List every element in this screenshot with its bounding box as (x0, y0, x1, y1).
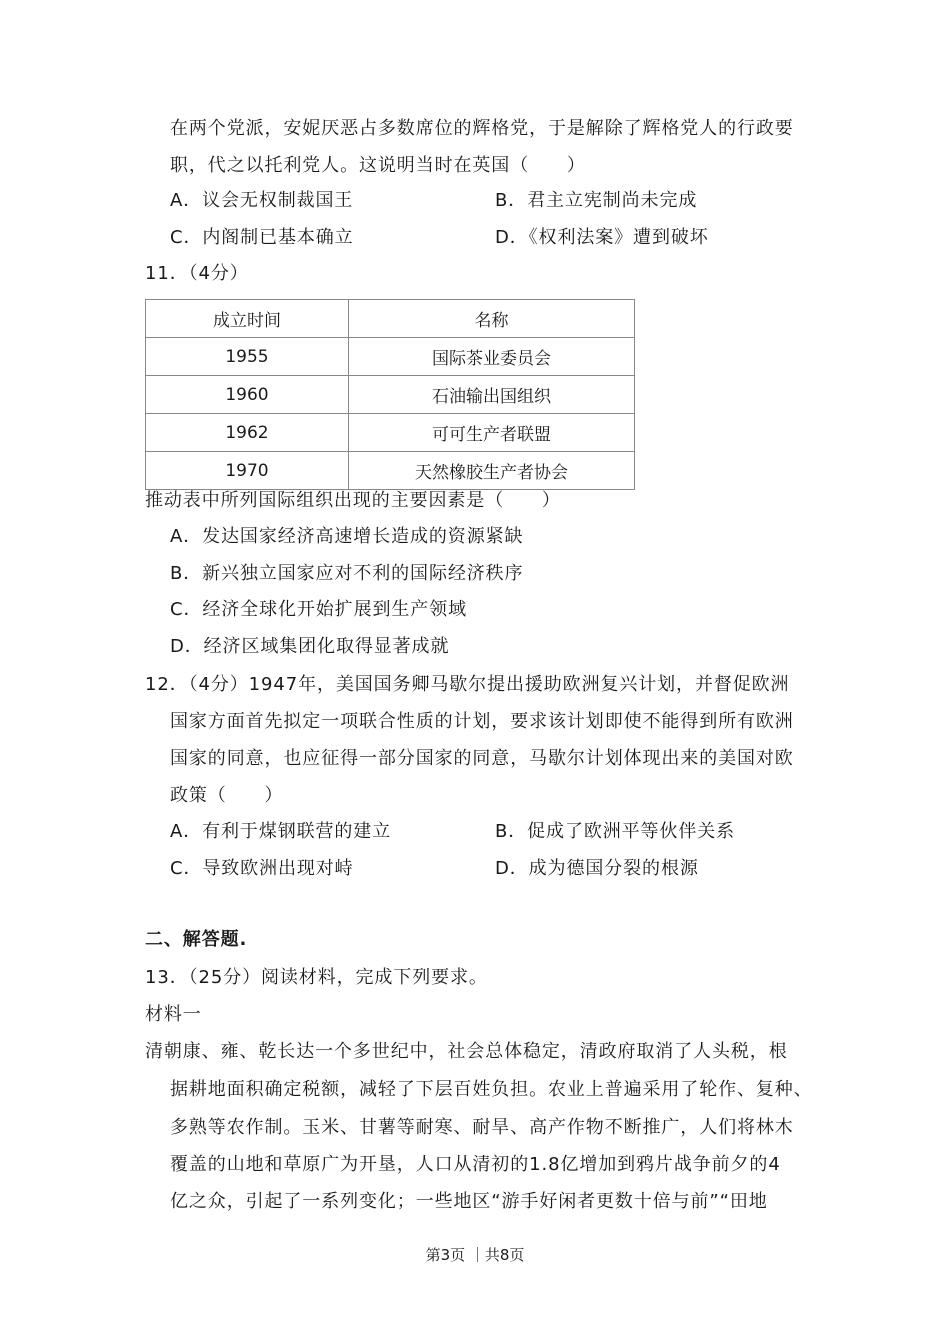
q10-option-c: C．内阁制已基本确立 (170, 227, 354, 248)
table-cell: 1962 (146, 414, 349, 452)
table-cell: 石油输出国组织 (349, 376, 635, 414)
material-line-4: 覆盖的山地和草原广为开垦，人口从清初的1.8亿增加到鸦片战争前夕的4 (170, 1154, 781, 1175)
q12-option-a: A．有利于煤钢联营的建立 (170, 821, 392, 842)
material-line-5: 亿之众，引起了一系列变化；一些地区“游手好闲者更数十倍与前”“田地 (170, 1191, 768, 1212)
q12-line-3: 国家的同意，也应征得一部分国家的同意，马歇尔计划体现出来的美国对欧 (170, 748, 794, 769)
q13-header: 13．（25分）阅读材料，完成下列要求。 (145, 967, 488, 988)
q11-option-d: D．经济区域集团化取得显著成就 (170, 636, 450, 657)
q12-option-d: D．成为德国分裂的根源 (495, 858, 699, 879)
q12-line-4: 政策（ ） (170, 785, 284, 806)
table-row (146, 338, 635, 376)
table-cell: 国际茶业委员会 (349, 338, 635, 376)
q11-option-b: B．新兴独立国家应对不利的国际经济秩序 (170, 563, 524, 584)
q12-option-b: B．促成了欧洲平等伙伴关系 (495, 821, 736, 842)
q11-option-c: C．经济全球化开始扩展到生产领域 (170, 599, 467, 620)
section-title: 二、解答题. (145, 929, 248, 950)
q12-line-2: 国家方面首先拟定一项联合性质的计划，要求该计划即使不能得到所有欧洲 (170, 711, 794, 732)
q10-line-2: 职，代之以托利党人。这说明当时在英国（ ） (170, 155, 586, 176)
table-cell: 1955 (146, 338, 349, 376)
material-line-1: 清朝康、雍、乾长达一个多世纪中，社会总体稳定，清政府取消了人头税，根 (145, 1041, 788, 1062)
table-cell: 1970 (146, 452, 349, 490)
table-header-row (146, 300, 635, 338)
q11-question: 推动表中所列国际组织出现的主要因素是（ ） (145, 490, 561, 511)
material-line-3: 多熟等农作制。玉米、甘薯等耐寒、耐旱、高产作物不断推广，人们将林木 (170, 1117, 794, 1138)
q10-option-b: B．君主立宪制尚未完成 (495, 190, 698, 211)
page-footer: 第3页 ｜共8页 (425, 1246, 525, 1264)
table-cell: 1960 (146, 376, 349, 414)
q11-option-a: A．发达国家经济高速增长造成的资源紧缺 (170, 526, 524, 547)
q10-line-1: 在两个党派，安妮厌恶占多数席位的辉格党，于是解除了辉格党人的行政要 (170, 118, 794, 139)
q10-option-d: D．《权利法案》遭到破坏 (495, 227, 709, 248)
organizations-table (145, 299, 635, 490)
q10-option-a: A．议会无权制裁国王 (170, 190, 354, 211)
column-header: 成立时间 (146, 300, 349, 338)
table-cell: 天然橡胶生产者协会 (349, 452, 635, 490)
q11-header: 11．（4分） (145, 263, 249, 284)
column-header: 名称 (349, 300, 635, 338)
q12-option-c: C．导致欧洲出现对峙 (170, 858, 354, 879)
table-row (146, 452, 635, 490)
table-cell: 可可生产者联盟 (349, 414, 635, 452)
material-label: 材料一 (145, 1004, 202, 1025)
material-line-2: 据耕地面积确定税额，减轻了下层百姓负担。农业上普遍采用了轮作、复种、 (170, 1079, 813, 1100)
table-row (146, 376, 635, 414)
q12-line-1: 12．（4分）1947年，美国国务卿马歇尔提出援助欧洲复兴计划，并督促欧洲 (145, 674, 790, 695)
table-row (146, 414, 635, 452)
